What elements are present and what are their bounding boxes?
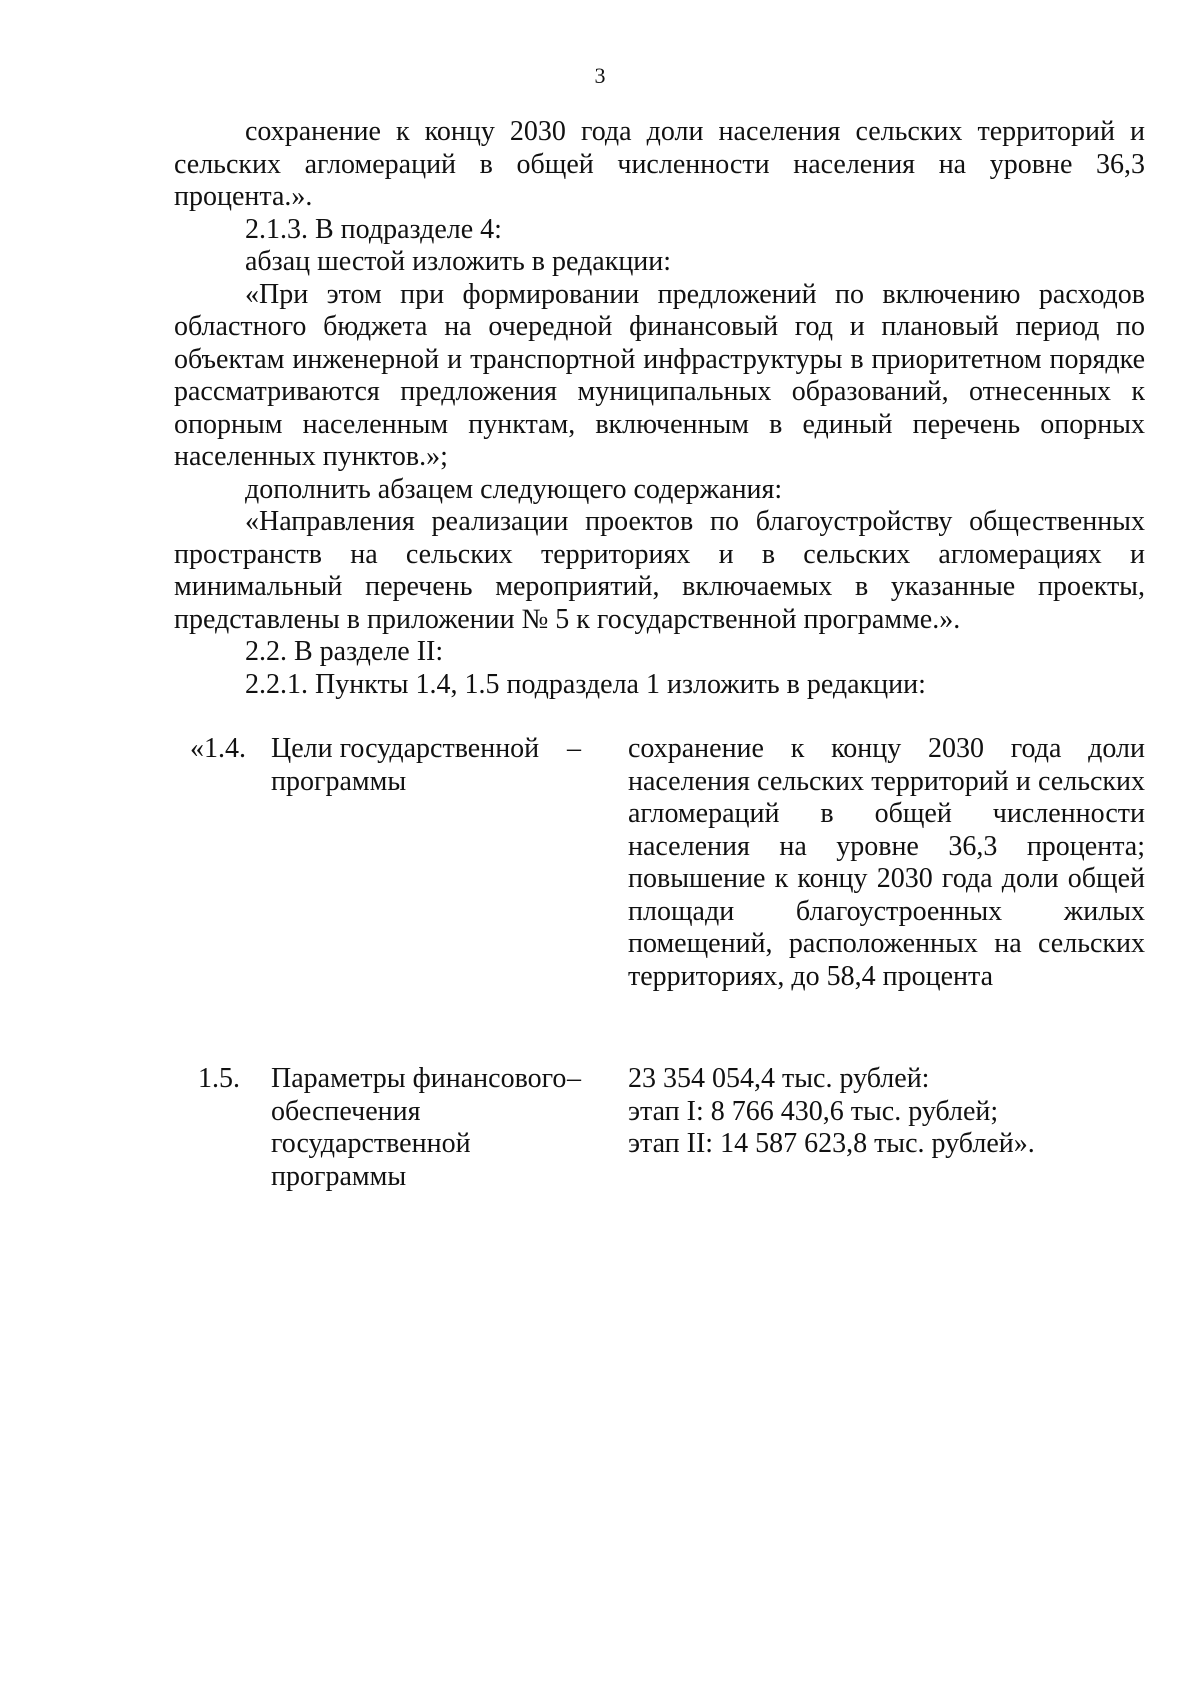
paragraph-2-2: 2.2. В разделе II:	[245, 636, 444, 667]
row-name: Цели государственной программы	[271, 733, 540, 797]
value-line-stage-1: этап I: 8 766 430,6 тыс. рублей;	[628, 1095, 999, 1127]
row-dash: –	[567, 733, 581, 764]
value-line-stage-2: этап II: 14 587 623,8 тыс. рублей».	[628, 1128, 1035, 1159]
row-number: 1.5.	[198, 1063, 240, 1094]
paragraph-instruction-replace: абзац шестой изложить в редакции:	[245, 246, 672, 277]
definition-row-1-5	[174, 1063, 1145, 1193]
row-number: «1.4.	[190, 733, 246, 764]
value-line-total: 23 354 054,4 тыс. рублей:	[628, 1063, 930, 1094]
row-dash: –	[567, 1063, 581, 1094]
paragraph-quote-public-spaces: «Направления реализации проектов по благоустройству общественных пространств на сельских территориях и в сельских агломерациях и минимальный перечень мероприятий, включаемых в указанные проекты, представлены в приложении № 5 к государственной программе.».	[174, 506, 1145, 635]
row-name: Параметры финансового обеспечения государственной программы	[271, 1063, 567, 1192]
paragraph-2-2-1: 2.2.1. Пункты 1.4, 1.5 подраздела 1 изложить в редакции:	[245, 668, 926, 700]
row-value	[628, 1063, 1145, 1193]
document-body	[174, 116, 1145, 701]
definition-row-1-4	[174, 733, 1145, 993]
paragraph-quote-financing: «При этом при формировании предложений по включению расходов областного бюджета на очередной финансовый год и плановый период по объектам инженерной и транспортной инфраструктуры в приоритетном порядке рассматриваются предложения муниципальных образований, отнесенных к опорным населенным пунктам, включенным в единый перечень опорных населенных пунктов.»;	[174, 278, 1145, 472]
page-number: 3	[594, 63, 606, 88]
paragraph-continuation: сохранение к концу 2030 года доли населения сельских территорий и сельских агломераций в общей численности населения на уровне 36,3 процента.».	[174, 116, 1145, 212]
paragraph-instruction-add: дополнить абзацем следующего содержания:	[245, 473, 783, 505]
row-value: сохранение к концу 2030 года доли населения сельских территорий и сельских агломераций в общей численности населения на уровне 36,3 процента; повышение к концу 2030 года доли общей площади благоустроенных жилых помещений, расположенных на сельских территориях, до 58,4 процента	[628, 733, 1145, 992]
paragraph-2-1-3: 2.1.3. В подразделе 4:	[245, 213, 502, 245]
